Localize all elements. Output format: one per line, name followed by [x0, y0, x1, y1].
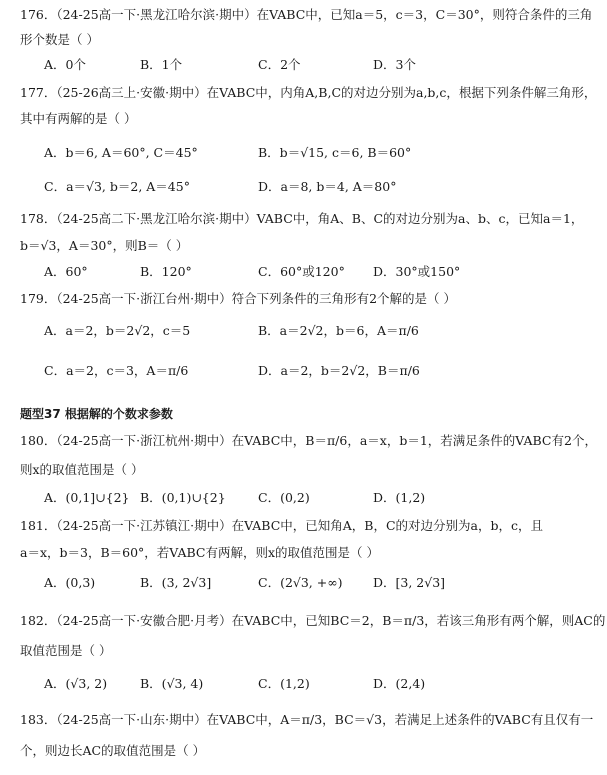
section-heading: 题型37 根据解的个数求参数: [20, 407, 173, 421]
q181-stem-line1: 181．（24-25高一下·江苏镇江·期中）在VABC中，已知角A，B，C的对边分别为a，b，c，且: [20, 518, 544, 533]
q176-option-a: A．0个: [44, 57, 86, 72]
q177-stem-line2: 其中有两解的是（ ）: [20, 111, 137, 126]
q182-stem-line2: 取值范围是（ ）: [20, 643, 112, 658]
q182-option-d: D．(2,4): [373, 676, 426, 691]
q176-stem-line1: 176．（24-25高一下·黑龙江哈尔滨·期中）在VABC中，已知a＝5，c＝3，C＝30°，则符合条件的三角: [20, 7, 593, 22]
q178-option-b: B．120°: [140, 264, 192, 279]
q177-option-d: D．a＝8, b＝4, A＝80°: [258, 179, 397, 194]
q178-stem-line2: b＝√3，A＝30°，则B＝（ ）: [20, 238, 189, 253]
q177-option-a: A．b＝6, A＝60°, C＝45°: [44, 145, 198, 160]
q181-option-b: B．(3, 2√3]: [140, 575, 212, 590]
q177-option-c: C．a＝√3, b＝2, A＝45°: [44, 179, 190, 194]
q182-option-a: A．(√3, 2): [44, 676, 108, 691]
q179-option-d: D．a＝2，b＝2√2，B＝π/6: [258, 363, 420, 378]
q180-stem-line2: 则x的取值范围是（ ）: [20, 462, 144, 477]
q178-option-a: A．60°: [44, 264, 88, 279]
q183-stem-line1: 183．（24-25高一下·山东·期中）在VABC中，A＝π/3，BC＝√3，若满足上述条件的VABC有且仅有一: [20, 712, 594, 727]
q176-option-b: B．1个: [140, 57, 183, 72]
q177-stem-line1: 177．（25-26高三上·安徽·期中）在VABC中，内角A,B,C的对边分别为a,b,c，根据下列条件解三角形，: [20, 85, 597, 100]
q179-option-c: C．a＝2，c＝3，A＝π/6: [44, 363, 189, 378]
q176-stem-line2: 形个数是（ ）: [20, 32, 99, 47]
q180-stem-line1: 180．（24-25高一下·浙江杭州·期中）在VABC中，B＝π/6，a＝x，b＝1，若满足条件的VABC有2个，: [20, 433, 597, 448]
q176-option-c: C．2个: [258, 57, 301, 72]
q180-option-b: B．(0,1)∪{2}: [140, 490, 226, 505]
q178-stem-line1: 178．（24-25高二下·黑龙江哈尔滨·期中）VABC中，角A、B、C的对边分别为a、b、c，已知a＝1，: [20, 211, 584, 226]
q180-option-d: D．(1,2): [373, 490, 426, 505]
q179-stem-line1: 179．（24-25高一下·浙江台州·期中）符合下列条件的三角形有2个解的是（ ）: [20, 291, 457, 306]
q176-option-d: D．3个: [373, 57, 416, 72]
q181-option-a: A．(0,3): [44, 575, 96, 590]
q181-option-d: D．[3, 2√3]: [373, 575, 446, 590]
q183-stem-line2: 个，则边长AC的取值范围是（ ）: [20, 743, 206, 758]
q182-option-c: C．(1,2): [258, 676, 310, 691]
q182-option-b: B．(√3, 4): [140, 676, 204, 691]
q178-option-d: D．30°或150°: [373, 264, 461, 279]
q180-option-c: C．(0,2): [258, 490, 310, 505]
q181-option-c: C．(2√3, +∞): [258, 575, 343, 590]
q179-option-a: A．a＝2，b＝2√2，c＝5: [44, 323, 191, 338]
q178-option-c: C．60°或120°: [258, 264, 345, 279]
q177-option-b: B．b＝√15, c＝6, B＝60°: [258, 145, 412, 160]
q181-stem-line2: a＝x，b＝3，B＝60°，若VABC有两解，则x的取值范围是（ ）: [20, 545, 380, 560]
q179-option-b: B．a＝2√2，b＝6，A＝π/6: [258, 323, 419, 338]
q180-option-a: A．(0,1]∪{2}: [44, 490, 130, 505]
q182-stem-line1: 182．（24-25高一下·安徽合肥·月考）在VABC中，已知BC＝2，B＝π/3，若该三角形有两个解，则AC的: [20, 613, 606, 628]
